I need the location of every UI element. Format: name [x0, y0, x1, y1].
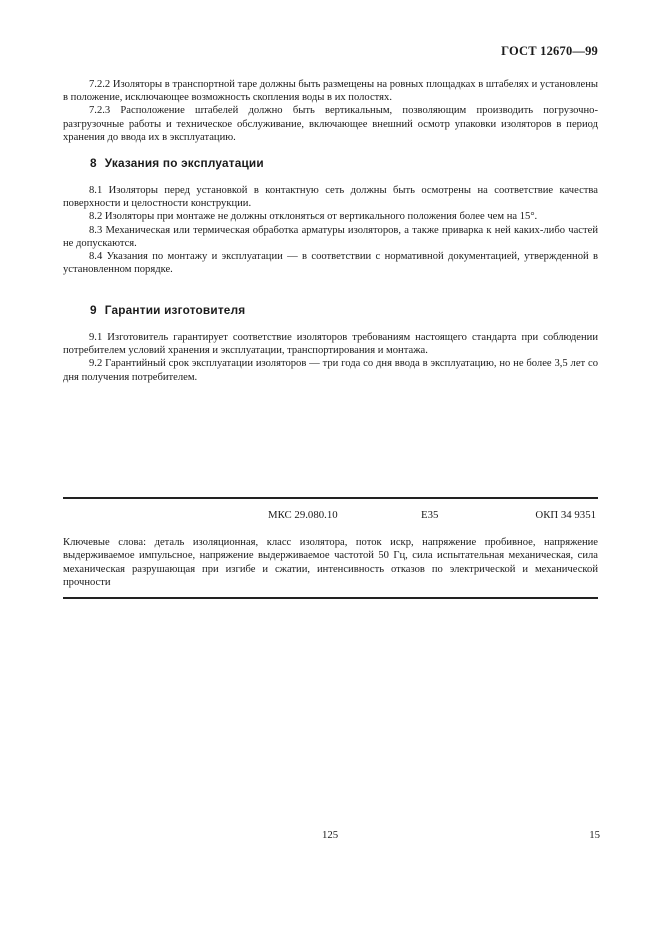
section-8-heading [90, 156, 264, 170]
e-code: Е35 [421, 509, 439, 521]
section-8-number: 8 [90, 156, 97, 170]
paragraph-8-2: 8.2 Изоляторы при монтаже не должны отклоняться от вертикального положения более чем на 15°. [89, 211, 538, 223]
paragraph-8-1: 8.1 Изоляторы перед установкой в контактную сеть должны быть осмотрены на соответствие качества поверхности и целостности конструкции. [63, 185, 598, 210]
keywords-block: Ключевые слова: деталь изоляционная, класс изолятора, поток искр, напряжение пробивное, напряжение выдерживаемое импульсное, напряжение выдерживаемое частотой 50 Гц, сила испытательная механическая, сила механическая разрушающая при изгибе и сжатии, интенсивность отказов по электрической и механической прочности [63, 537, 598, 589]
paragraph-8-4: 8.4 Указания по монтажу и эксплуатации — в соответствии с нормативной документацией, утвержденной в установленном порядке. [63, 251, 598, 276]
section-9-title: Гарантии изготовителя [104, 303, 246, 317]
section-9-number: 9 [90, 303, 97, 317]
section-8-title: Указания по эксплуатации [104, 156, 264, 170]
section-7-continuation [63, 78, 598, 144]
section-9-heading [90, 303, 245, 317]
paragraph-9-2: 9.2 Гарантийный срок эксплуатации изоляторов — три года со дня ввода в эксплуатацию, но не более 3,5 лет со дня получения потребителем. [63, 358, 598, 383]
paragraph-7-2-3: 7.2.3 Расположение штабелей должно быть вертикальным, позволяющим производить погрузочно-разгрузочные работы и техническое обслуживание, включающее внешний осмотр упаковки изоляторов в период хранения до ввода их в эксплуатацию. [63, 105, 598, 143]
standard-code-header: ГОСТ 12670—99 [501, 44, 598, 58]
section-8-body [63, 184, 598, 276]
section-9-body [63, 331, 598, 384]
page-number-center: 125 [322, 829, 339, 841]
paragraph-7-2-2: 7.2.2 Изоляторы в транспортной таре должны быть размещены на ровных площадках в штабелях и установлены в положение, исключающее возможность скопления воды в их полостях. [63, 79, 598, 104]
mks-code: МКС 29.080.10 [268, 509, 338, 521]
paragraph-9-1: 9.1 Изготовитель гарантирует соответствие изоляторов требованиям настоящего стандарта при соблюдении потребителем условий хранения и эксплуатации, транспортирования и монтажа. [63, 332, 598, 357]
top-divider-rule [63, 497, 598, 499]
okp-code: ОКП 34 9351 [535, 509, 596, 521]
bottom-divider-rule [63, 597, 598, 599]
page-number-right: 15 [589, 829, 600, 841]
paragraph-8-3: 8.3 Механическая или термическая обработка арматуры изоляторов, а также приварка к ней каких-либо частей не допускаются. [63, 224, 598, 249]
classification-codes [63, 509, 598, 525]
